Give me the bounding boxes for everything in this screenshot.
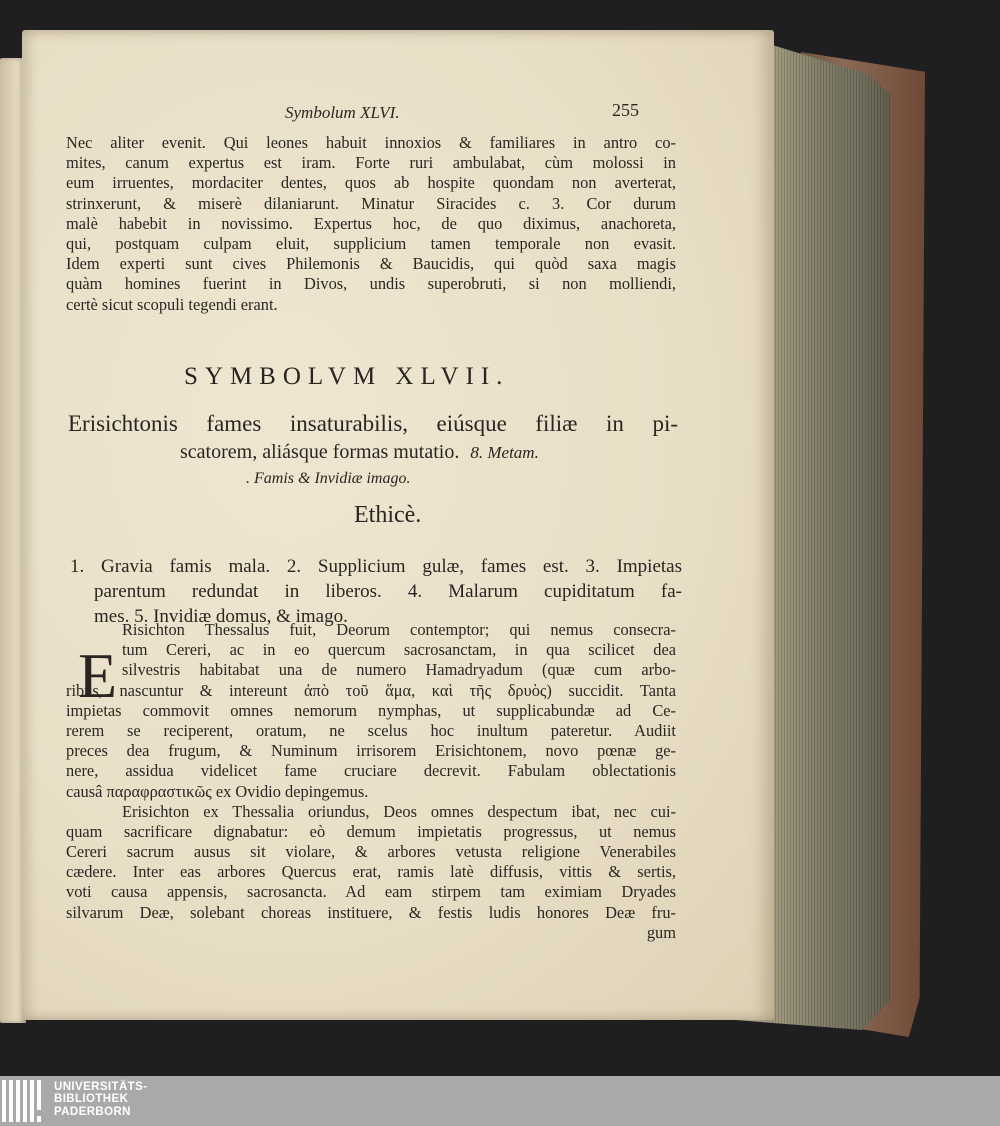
symbol-title: SYMBOLVM XLVII.: [184, 363, 510, 390]
book-page: [22, 30, 774, 1020]
library-name-line-3: PADERBORN: [54, 1105, 131, 1118]
summary-line: parentum redundat in liberos. 4. Malarum cupiditatum fa-: [94, 581, 682, 602]
body-line: rerem se reciperent, oratum, ne scelus hoc inultum pateretur. Audiit: [66, 720, 676, 740]
intro-line: strinxerunt, & miserè dilaniarunt. Minatur Siracides c. 3. Cor durum: [66, 193, 676, 213]
body-line: Erisichton ex Thessalia oriundus, Deos omnes despectum ibat, nec cui-: [122, 801, 676, 821]
body-line: causâ παραφραστικῶς ex Ovidio depingemus.: [66, 781, 369, 801]
main-title-line-1: Erisichtonis fames insaturabilis, eiúsque filiæ in pi-: [68, 411, 678, 436]
summary-line: 1. Gravia famis mala. 2. Supplicium gulæ, fames est. 3. Impietas: [70, 556, 682, 577]
intro-line: certè sicut scopuli tegendi erant.: [66, 294, 278, 314]
drop-cap: E: [78, 640, 118, 711]
body-line: ribus, nascuntur & intereunt ἀπὸ τοῦ ἅμα, καὶ τῆς δρυὸς) succidit. Tanta: [66, 680, 676, 700]
library-name: [54, 1081, 147, 1118]
main-title-reference: 8. Metam.: [470, 443, 539, 462]
intro-line: quàm homines fuerint in Divos, undis superobruti, si non molliendi,: [66, 274, 676, 294]
body-line: impietas commovit omnes nemorum nymphas, ut supplicabundæ ad Ce-: [66, 700, 676, 720]
library-name-line-2: BIBLIOTHEK: [54, 1093, 129, 1106]
body-line: Cereri sacrum ausus sit violare, & arbores vetusta religione Venerabiles: [66, 842, 676, 862]
body-line: nere, assidua videlicet fame cruciare decrevit. Fabulam oblectationis: [66, 761, 676, 781]
body-line: preces dea frugum, & Numinum irrisorem Erisichtonem, novo pœnæ ge-: [66, 741, 676, 761]
body-line: quam sacrificare dignabatur: eò demum impietatis progressus, ut nemus: [66, 821, 676, 841]
library-name-line-1: UNIVERSITÄTS-: [54, 1081, 148, 1093]
intro-line: Nec aliter evenit. Qui leones habuit innoxios & familiares in antro co-: [66, 133, 676, 152]
summary-line: mes. 5. Invidiæ domus, & imago.: [94, 606, 348, 627]
page-number: 255: [612, 100, 639, 120]
body-paragraph: [66, 620, 676, 943]
library-footer: [0, 1076, 1000, 1126]
numbered-summary: [70, 554, 682, 629]
intro-line: qui, postquam culpam eluit, supplicium tamen temporale non evasit.: [66, 233, 676, 253]
intro-line: mites, canum expertus est iram. Forte ruri ambulabat, cùm molossi in: [66, 153, 676, 173]
catchword: gum: [646, 922, 676, 942]
intro-line: malè habebit in novissimo. Expertus hoc, de quo diximus, anachoreta,: [66, 213, 676, 233]
body-line: tum Cereri, ac in eo quercum sacrosanctam, in qua scilicet dea: [122, 640, 676, 660]
main-title-line-2: scatorem, aliásque formas mutatio.: [180, 441, 460, 463]
body-line: Risichton Thessalus fuit, Deorum contemptor; qui nemus consecra-: [122, 620, 676, 639]
subtitle: . Famis & Invidiæ imago.: [246, 470, 411, 487]
intro-line: eum irruentes, mordaciter dentes, quos ab hospite quondam non averterat,: [66, 173, 676, 193]
intro-line: Idem experti sunt cives Philemonis & Baucidis, qui quòd saxa magis: [66, 254, 676, 274]
body-line: silvestris habitabat una de numero Hamadryadum (quæ cum arbo-: [122, 660, 676, 680]
body-line: voti causa appensis, sacrosancta. Ad eam stirpem tam eximiam Dryades: [66, 882, 676, 902]
section-heading: Ethicè.: [354, 502, 422, 528]
body-line: silvarum Deæ, solebant choreas instituere, & festis ludis honores Deæ fru-: [66, 902, 676, 922]
intro-paragraph: [66, 133, 676, 315]
university-library-logo-icon: [0, 1076, 48, 1126]
main-title: [68, 410, 678, 493]
running-head: Symbolum XLVI.: [285, 103, 400, 122]
body-line: cædere. Inter eas arbores Quercus erat, ramis latè diffusis, vittis & sertis,: [66, 862, 676, 882]
